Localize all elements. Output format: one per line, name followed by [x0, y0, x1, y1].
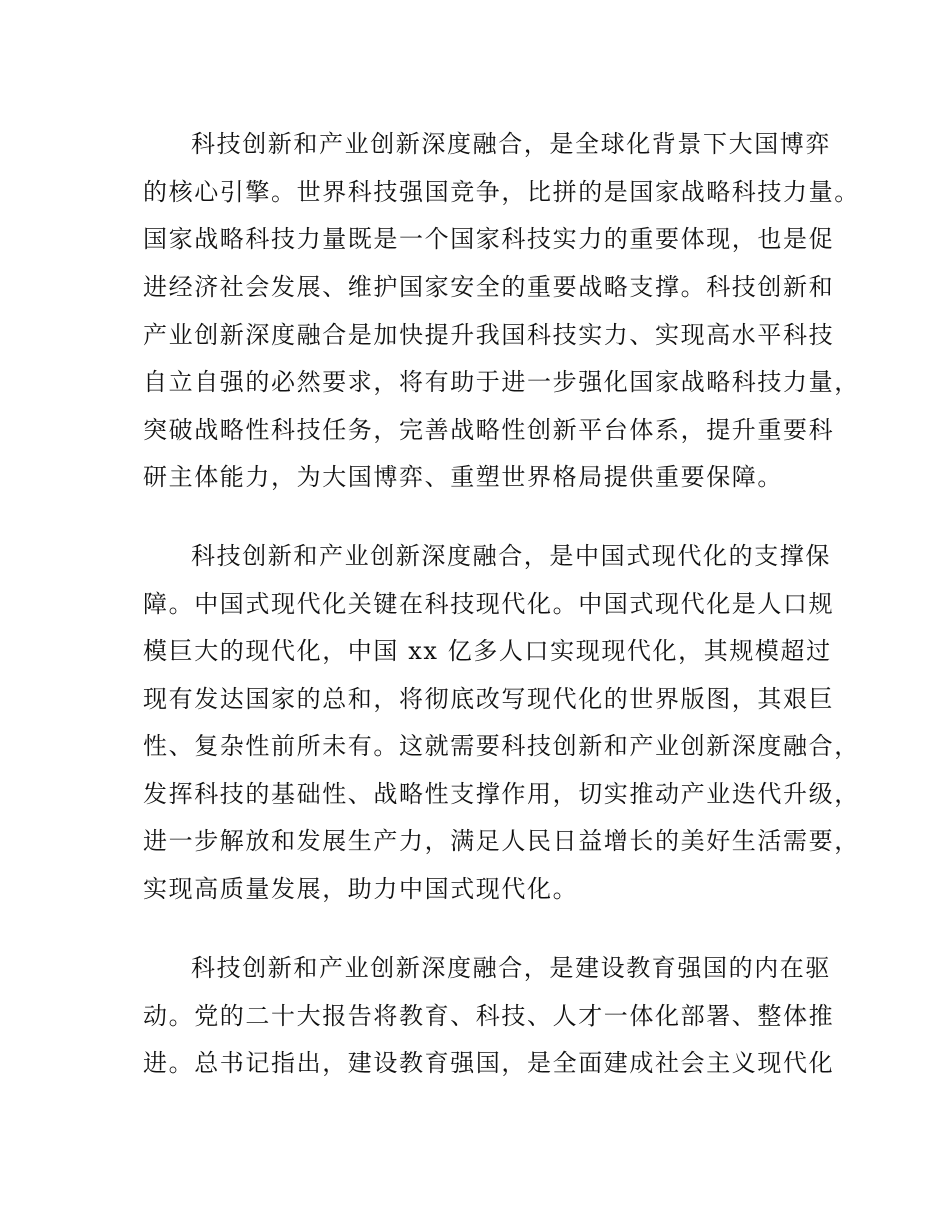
paragraph-2-line-4: 现有发达国家的总和，将彻底改写现代化的世界版图，其艰巨 — [143, 685, 835, 713]
paragraph-3-line-3: 进。总书记指出，建设教育强国，是全面建成社会主义现代化 — [143, 1049, 835, 1077]
paragraph-2-line-6: 发挥科技的基础性、战略性支撑作用，切实推动产业迭代升级， — [143, 780, 860, 808]
paragraph-2-line-8: 实现高质量发展，助力中国式现代化。 — [143, 875, 579, 903]
paragraph-1-line-8: 研主体能力，为大国博弈、重塑世界格局提供重要保障。 — [143, 463, 783, 491]
paragraph-2-line-3: 模巨大的现代化，中国 xx 亿多人口实现现代化，其规模超过 — [143, 637, 832, 665]
paragraph-1-line-4: 进经济社会发展、维护国家安全的重要战略支撑。科技创新和 — [143, 273, 835, 301]
paragraph-1-line-7: 突破战略性科技任务，完善战略性创新平台体系，提升重要科 — [143, 416, 835, 444]
paragraph-1-line-1: 科技创新和产业创新深度融合，是全球化背景下大国博弈 — [191, 130, 831, 158]
paragraph-1-line-6: 自立自强的必然要求，将有助于进一步强化国家战略科技力量， — [143, 368, 860, 396]
paragraph-2-line-1: 科技创新和产业创新深度融合，是中国式现代化的支撑保 — [191, 542, 831, 570]
paragraph-2-line-7: 进一步解放和发展生产力，满足人民日益增长的美好生活需要， — [143, 827, 860, 855]
paragraph-3-line-1: 科技创新和产业创新深度融合，是建设教育强国的内在驱 — [191, 954, 831, 982]
paragraph-2-line-2: 障。中国式现代化关键在科技现代化。中国式现代化是人口规 — [143, 590, 835, 618]
paragraph-1-line-5: 产业创新深度融合是加快提升我国科技实力、实现高水平科技 — [143, 321, 835, 349]
paragraph-2-line-5: 性、复杂性前所未有。这就需要科技创新和产业创新深度融合， — [143, 732, 860, 760]
paragraph-3-line-2: 动。党的二十大报告将教育、科技、人才一体化部署、整体推 — [143, 1002, 835, 1030]
paragraph-1-line-3: 国家战略科技力量既是一个国家科技实力的重要体现，也是促 — [143, 225, 835, 253]
paragraph-1-line-2: 的核心引擎。世界科技强国竞争，比拼的是国家战略科技力量。 — [143, 178, 860, 206]
